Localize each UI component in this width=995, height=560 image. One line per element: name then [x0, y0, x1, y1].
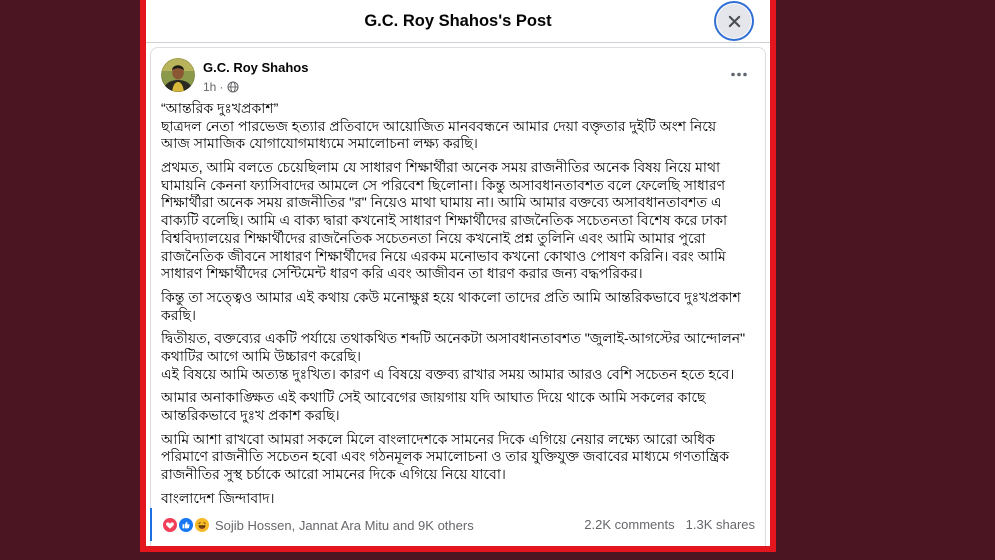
more-options-button[interactable]	[725, 60, 753, 88]
post-paragraph	[161, 389, 757, 424]
post-text-line: আমার অনাকাঙ্ক্ষিত এই কথাটি সেই আবেগের জায়গায় যদি আঘাত দিয়ে থাকে আমি সকলের কাছে	[161, 389, 706, 406]
close-icon	[728, 15, 741, 28]
post-text-line: বাংলাদেশ জিন্দাবাদ।	[161, 489, 275, 506]
haha-reaction-icon[interactable]	[193, 516, 211, 534]
like-reaction-icon[interactable]	[177, 516, 195, 534]
post-text-line: ঘামায়নি কেননা ফ্যাসিবাদের আমলে সে পরিবেশ ছিলোনা। কিন্তু অসাবধানতাবশত বলে ফেলেছি সাধারণ	[161, 176, 726, 193]
post-paragraph	[161, 100, 757, 153]
more-options-icon	[731, 72, 747, 77]
post-text-line: কিন্তু তা সত্ত্বেও আমার এই কথায় কেউ মনোক্ষুণ্ণ হয়ে থাকলো তাদের প্রতি আমি আন্তরিকভাবে দুঃখপ্রকাশ	[161, 288, 741, 305]
post-text-line: করছি।	[161, 306, 196, 323]
post-text-line: আমি আশা রাখবো আমরা সকলে মিলে বাংলাদেশকে সামনের দিকে এগিয়ে নেয়ার লক্ষ্যে আরো অধিক	[161, 430, 715, 447]
post-text-line: কথাটির আগে আমি উচ্চারণ করেছি।	[161, 347, 362, 364]
reactors-text[interactable]: Sojib Hossen, Jannat Ara Mitu and 9K others	[215, 517, 474, 533]
post-text-line: ছাত্রদল নেতা পারভেজ হত্যার প্রতিবাদে আয়োজিত মানববন্ধনে আমার দেয়া বক্তৃতার দুইটি অংশ নিয়ে	[161, 117, 717, 134]
globe-icon	[227, 81, 239, 93]
reaction-summary[interactable]	[161, 515, 474, 535]
engagement-counts	[584, 515, 755, 535]
post-text-line: শিক্ষার্থীরা অনেক সময় রাজনীতির "র" নিয়েও মাথা ঘামায় না। আমি আমার বক্তব্যে অসাবধানতাবশত এ	[161, 194, 722, 211]
post-text-line: বিশ্ববিদ্যালয়ের শিক্ষার্থীদের রাজনৈতিক সচেতনতা নিয়ে কখনোই প্রশ্ন তুলিনি এবং আমি আমার পুরো	[161, 229, 706, 246]
post-text-line: সাধারণ শিক্ষার্থীদের সেন্টিমেন্ট ধারণ করি এবং আজীবন তা ধারণ করার জন্য বদ্ধপরিকর।	[161, 265, 643, 282]
post-text-line: আন্তরিকভাবে দুঃখ প্রকাশ করছি।	[161, 407, 340, 423]
post-paragraph	[161, 330, 757, 383]
post-text-line: বাক্যটি বলেছি। আমি এ বাক্য দ্বারা কখনোই সাধারণ শিক্ষার্থীদের রাজনৈতিক সচেতনতা বিশেষ করে ঢাকা	[161, 212, 728, 229]
post-dialog	[146, 0, 770, 546]
post-heading: “আন্তরিক দুঃখপ্রকাশ”	[161, 100, 279, 116]
love-reaction-icon[interactable]	[161, 516, 179, 534]
author-name[interactable]: G.C. Roy Shahos	[203, 60, 309, 75]
focus-indicator	[150, 508, 152, 541]
post-text-line: পরিমাণে রাজনীতি সচেতন হবো এবং গঠনমূলক সমালোচনা ও তার যুক্তিযুক্ত জবাবের মাধ্যমে গণতান্ত্রিক	[161, 448, 730, 465]
post-paragraph	[161, 289, 757, 324]
dialog-header	[146, 0, 770, 43]
meta-separator: ·	[219, 80, 224, 94]
post-card	[150, 47, 766, 546]
post-text-line: রাজনৈতিক জীবনে সাধারণ শিক্ষার্থীদের নিয়ে এরকম মনোভাব কখনো কোথাও পোষণ করিনি। বরং আমি	[161, 247, 726, 264]
post-paragraph	[161, 490, 757, 508]
dialog-title: G.C. Roy Shahos's Post	[364, 12, 552, 30]
author-avatar[interactable]	[161, 58, 195, 92]
modal-frame	[140, 0, 776, 552]
post-text-line: আজ সামাজিক যোগাযোগমাধ্যমে সমালোচনা লক্ষ্য করছি।	[161, 135, 478, 152]
post-text-line: এই বিষয়ে আমি অত্যন্ত দুঃখিত। কারণ এ বিষয়ে বক্তব্য রাখার সময় আমার আরও বেশি সচেতন হতে হবে।	[161, 365, 735, 382]
post-text-line: প্রথমত, আমি বলতে চেয়েছিলাম যে সাধারণ শিক্ষার্থীরা অনেক সময় রাজনীতির অনেক বিষয় নিয়ে মাথা	[161, 159, 721, 176]
post-text-line: দ্বিতীয়ত, বক্তব্যের একটি পর্যায়ে তথাকথিত শব্দটি অনেকটা অসাবধানতাবশত "জুলাই-আগস্টের আন্দোলন"	[161, 330, 746, 347]
comments-count[interactable]: 2.2K comments	[584, 517, 675, 532]
post-timestamp[interactable]: 1h	[203, 80, 217, 94]
post-paragraph	[161, 431, 757, 484]
post-paragraph	[161, 159, 757, 283]
shares-count[interactable]: 1.3K shares	[685, 517, 755, 532]
close-button[interactable]	[717, 4, 751, 38]
post-text-line: রাজনীতির সুস্থ চর্চাকে আরো সামনের দিকে এগিয়ে নিয়ে যাবো।	[161, 466, 506, 483]
post-body	[161, 100, 757, 513]
post-meta	[203, 79, 239, 95]
